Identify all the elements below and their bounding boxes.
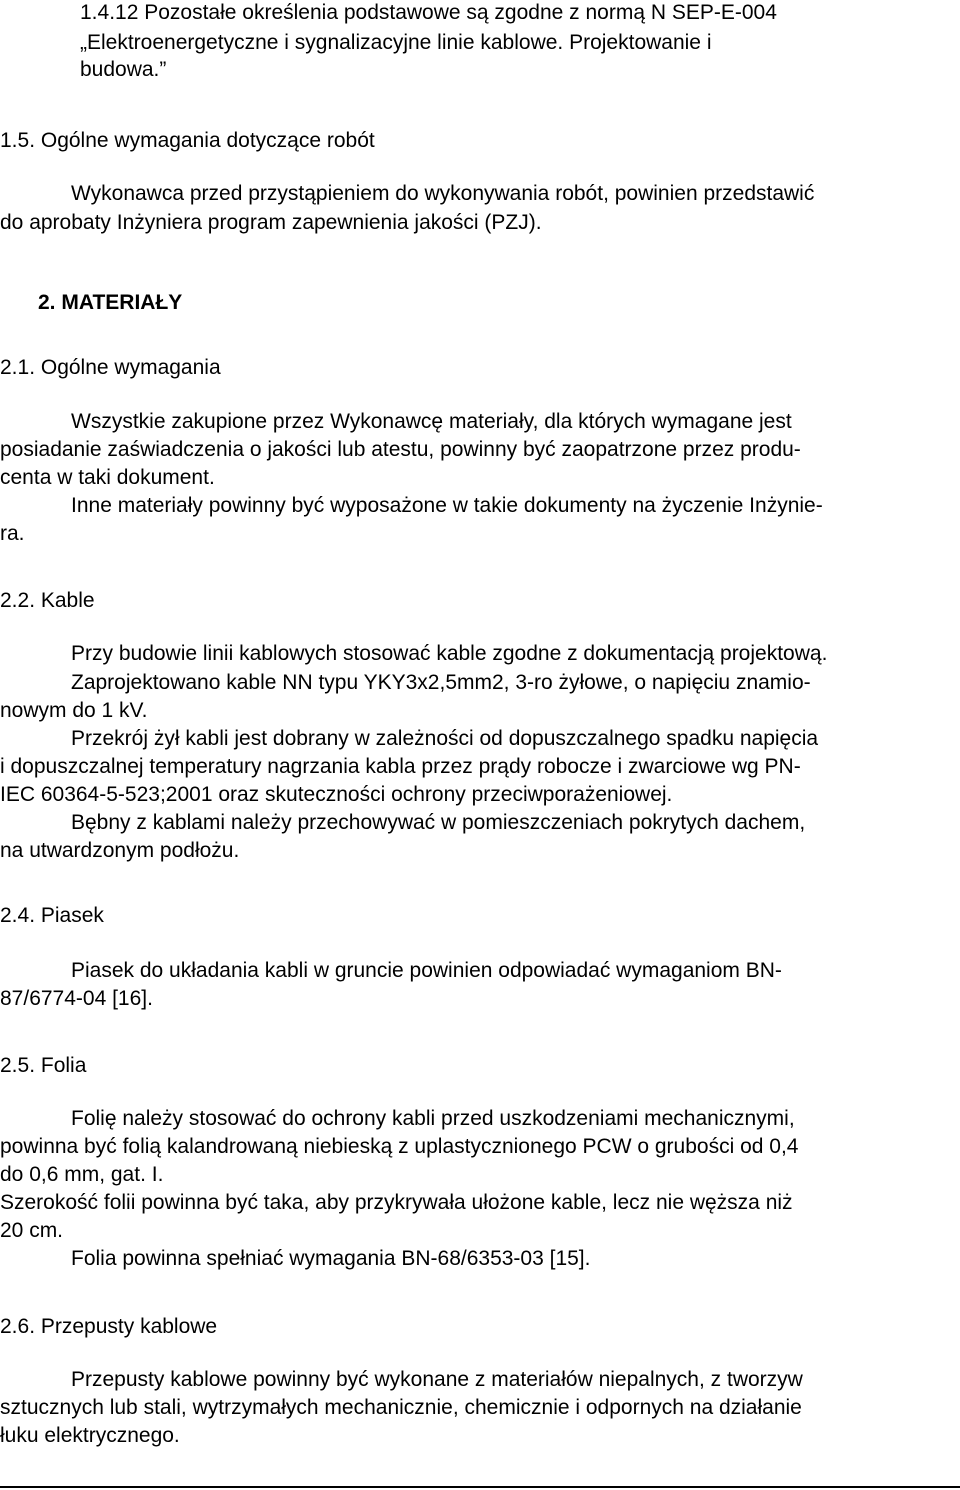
section-2-1-heading: 2.1. Ogólne wymagania bbox=[0, 356, 221, 379]
paragraph-line: do aprobaty Inżyniera program zapewnienia jakości (PZJ). bbox=[0, 211, 542, 234]
paragraph-line: ra. bbox=[0, 522, 25, 545]
section-1-4-12-line: budowa.” bbox=[80, 58, 167, 81]
paragraph-line: 20 cm. bbox=[0, 1219, 64, 1242]
section-2-5-heading: 2.5. Folia bbox=[0, 1054, 87, 1077]
paragraph-line: Przy budowie linii kablowych stosować kable zgodne z dokumentacją projektową. bbox=[71, 642, 828, 665]
paragraph-line: do 0,6 mm, gat. I. bbox=[0, 1163, 164, 1186]
paragraph-line: Przekrój żył kabli jest dobrany w zależności od dopuszczalnego spadku napięcia bbox=[71, 727, 819, 750]
section-2-4-heading: 2.4. Piasek bbox=[0, 904, 104, 927]
paragraph-line: Szerokość folii powinna być taka, aby przykrywała ułożone kable, lecz nie węższa niż bbox=[0, 1191, 793, 1214]
paragraph-line: nowym do 1 kV. bbox=[0, 699, 148, 722]
section-1-4-12-line: 1.4.12 Pozostałe określenia podstawowe są zgodne z normą N SEP-E-004 bbox=[80, 1, 777, 24]
paragraph-line: Folię należy stosować do ochrony kabli przed uszkodzeniami mechanicznymi, bbox=[71, 1107, 795, 1130]
chapter-heading: 2. MATERIAŁY bbox=[38, 291, 183, 314]
paragraph-line: Wszystkie zakupione przez Wykonawcę materiały, dla których wymagane jest bbox=[71, 410, 792, 433]
section-1-5-heading: 1.5. Ogólne wymagania dotyczące robót bbox=[0, 129, 375, 152]
paragraph-line: posiadanie zaświadczenia o jakości lub atestu, powinny być zaopatrzone przez produ- bbox=[0, 438, 801, 461]
paragraph-line: i dopuszczalnej temperatury nagrzania kabla przez prądy robocze i zwarciowe wg PN- bbox=[0, 755, 801, 778]
paragraph-line: Inne materiały powinny być wyposażone w takie dokumenty na życzenie Inżynie- bbox=[71, 494, 823, 517]
paragraph-line: centa w taki dokument. bbox=[0, 466, 215, 489]
section-1-4-12-line: „Elektroenergetyczne i sygnalizacyjne linie kablowe. Projektowanie i bbox=[80, 31, 712, 54]
paragraph-line: Wykonawca przed przystąpieniem do wykonywania robót, powinien przedstawić bbox=[71, 182, 815, 205]
page-bottom-rule bbox=[0, 1486, 960, 1488]
paragraph-line: Piasek do układania kabli w gruncie powinien odpowiadać wymaganiom BN- bbox=[71, 959, 782, 982]
paragraph-line: na utwardzonym podłożu. bbox=[0, 839, 240, 862]
paragraph-line: łuku elektrycznego. bbox=[0, 1424, 180, 1447]
paragraph-line: sztucznych lub stali, wytrzymałych mechanicznie, chemicznie i odpornych na działanie bbox=[0, 1396, 802, 1419]
paragraph-line: IEC 60364-5-523;2001 oraz skuteczności ochrony przeciwporażeniowej. bbox=[0, 783, 673, 806]
paragraph-line: Bębny z kablami należy przechowywać w pomieszczeniach pokrytych dachem, bbox=[71, 811, 806, 834]
paragraph-line: powinna być folią kalandrowaną niebieską z uplastycznionego PCW o grubości od 0,4 bbox=[0, 1135, 799, 1158]
paragraph-line: Przepusty kablowe powinny być wykonane z materiałów niepalnych, z tworzyw bbox=[71, 1368, 803, 1391]
section-2-2-heading: 2.2. Kable bbox=[0, 589, 95, 612]
paragraph-line: 87/6774-04 [16]. bbox=[0, 987, 153, 1010]
paragraph-line: Zaprojektowano kable NN typu YKY3x2,5mm2, 3-ro żyłowe, o napięciu znamio- bbox=[71, 671, 811, 694]
section-2-6-heading: 2.6. Przepusty kablowe bbox=[0, 1315, 218, 1338]
paragraph-line: Folia powinna spełniać wymagania BN-68/6353-03 [15]. bbox=[71, 1247, 591, 1270]
